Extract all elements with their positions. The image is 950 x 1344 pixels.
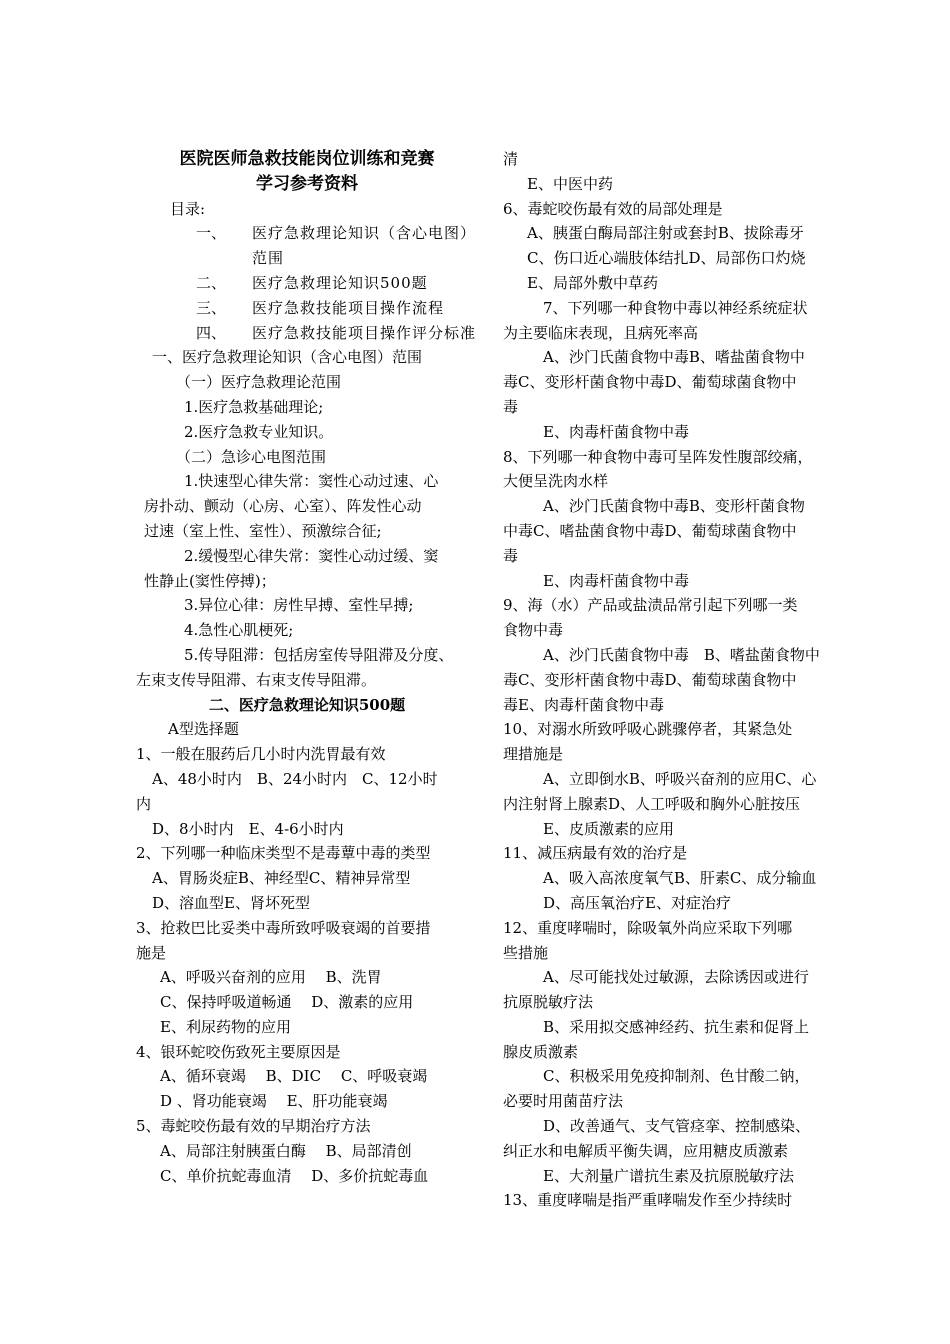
ecg-item-2-line2: 性静止(窦性停搏)； — [144, 571, 276, 590]
question-5: 5、毒蛇咬伤最有效的早期治疗方法 — [136, 1117, 371, 1136]
toc-num: 二、 — [196, 273, 227, 292]
type-a-label: A型选择题 — [168, 720, 239, 739]
question-12-option-b-line1: B、采用拟交感神经药、抗生素和促肾上 — [543, 1017, 810, 1036]
question-13: 13、重度哮喘是指严重哮喘发作至少持续时 — [503, 1191, 793, 1210]
question-10-options-c: E、皮质激素的应用 — [543, 819, 674, 838]
question-9-options-b: 毒C、变形杆菌食物中毒D、葡萄球菌食物中 — [503, 670, 797, 689]
question-1-options-b: D、8小时内 E、4-6小时内 — [152, 819, 344, 838]
question-12-line1: 12、重度哮喘时，除吸氧外尚应采取下列哪 — [503, 918, 793, 937]
question-8-options-d: E、肉毒杆菌食物中毒 — [543, 571, 689, 590]
question-3-options-c: E、利尿药物的应用 — [160, 1017, 291, 1036]
question-6-options-c: E、局部外敷中草药 — [527, 273, 658, 292]
ecg-item-3: 3.异位心律：房性早搏、室性早搏; — [184, 596, 414, 615]
question-6-options-a: A、胰蛋白酶局部注射或套封B、拔除毒牙 — [527, 224, 804, 243]
question-5-options-a: A、局部注射胰蛋白酶 B、局部清创 — [160, 1141, 412, 1160]
section1-heading: 一、医疗急救理论知识（含心电图）范围 — [152, 348, 423, 367]
question-4-options-b: D 、肾功能衰竭 E、肝功能衰竭 — [160, 1092, 388, 1111]
question-12-option-d-line2: 纠正水和电解质平衡失调，应用糖皮质激素 — [503, 1141, 789, 1160]
toc-label: 目录: — [170, 199, 206, 218]
doc-title-line1: 医院医师急救技能岗位训练和竞赛 — [179, 149, 435, 169]
question-7-options-d: E、肉毒杆菌食物中毒 — [543, 422, 689, 441]
question-9-line2: 食物中毒 — [503, 621, 564, 640]
toc-text: 医疗急救技能项目操作评分标准 — [252, 323, 477, 342]
ecg-item-1-line3: 过速（室上性、室性）、预激综合征; — [144, 521, 382, 540]
question-5-options-c: E、中医中药 — [527, 174, 613, 193]
right-column — [503, 147, 843, 1213]
question-12-option-a-line1: A、尽可能找处过敏源，去除诱因或进行 — [543, 968, 809, 987]
question-2-options-a: A、胃肠炎症B、神经型C、精神异常型 — [152, 869, 411, 888]
toc-text: 医疗急救技能项目操作流程 — [252, 298, 445, 317]
question-11: 11、减压病最有效的治疗是 — [503, 844, 688, 863]
question-10-line2: 理措施是 — [503, 745, 564, 764]
question-10-line1: 10、对溺水所致呼吸心跳骤停者，其紧急处 — [503, 720, 793, 739]
question-1: 1、一般在服药后几小时内洗胃最有效 — [136, 745, 386, 764]
question-9-options-c: 毒E、肉毒杆菌食物中毒 — [503, 695, 664, 714]
ecg-item-5-line2: 左束支传导阻滞、右束支传导阻滞。 — [136, 670, 377, 689]
question-7-options-c: 毒 — [503, 397, 519, 416]
question-12-option-b-line2: 腺皮质激素 — [503, 1042, 579, 1061]
question-12-option-e: E、大剂量广谱抗生素及抗原脱敏疗法 — [543, 1166, 794, 1185]
question-1-options-a: A、48小时内 B、24小时内 C、12小时 — [152, 769, 438, 788]
sub1-item-1: 1.医疗急救基础理论; — [184, 397, 324, 416]
question-7-options-b: 毒C、变形杆菌食物中毒D、葡萄球菌食物中 — [503, 373, 797, 392]
question-11-options-b: D、高压氧治疗E、对症治疗 — [543, 893, 731, 912]
question-3-line1: 3、抢救巴比妥类中毒所致呼吸衰竭的首要措 — [136, 918, 431, 937]
question-8-options-a: A、沙门氏菌食物中毒B、变形杆菌食物 — [543, 497, 805, 516]
toc-text: 医疗急救理论知识500题 — [252, 273, 428, 292]
toc-item-1 — [136, 221, 478, 271]
question-8-options-b: 中毒C、嗜盐菌食物中毒D、葡萄球菌食物中 — [503, 521, 797, 540]
question-8-line2: 大便呈洗肉水样 — [503, 472, 609, 491]
question-6-options-b: C、伤口近心端肢体结扎D、局部伤口灼烧 — [527, 249, 806, 268]
toc-num: 三、 — [196, 298, 227, 317]
question-3-options-a: A、呼吸兴奋剂的应用 B、洗胃 — [160, 968, 382, 987]
toc-num: 一、 — [196, 224, 227, 243]
toc-item-2 — [136, 271, 478, 296]
question-7-options-a: A、沙门氏菌食物中毒B、嗜盐菌食物中 — [543, 348, 805, 367]
sub2-heading: （二）急诊心电图范围 — [176, 447, 327, 466]
question-9-options-a: A、沙门氏菌食物中毒 B、嗜盐菌食物中 — [543, 645, 820, 664]
toc-item-4 — [136, 321, 478, 346]
question-8-line1: 8、下列哪一种食物中毒可呈阵发性腹部绞痛， — [503, 447, 813, 466]
question-4-options-a: A、循环衰竭 B、DIC C、呼吸衰竭 — [160, 1067, 428, 1086]
sub1-item-2: 2.医疗急救专业知识。 — [184, 422, 334, 441]
toc-item-3 — [136, 296, 478, 321]
question-3-options-b: C、保持呼吸道畅通 D、激素的应用 — [160, 993, 414, 1012]
question-11-options-a: A、吸入高浓度氧气B、肝素C、成分输血 — [543, 869, 817, 888]
left-column — [136, 147, 478, 1188]
question-9-line1: 9、海（水）产品或盐渍品常引起下列哪一类 — [503, 596, 798, 615]
question-5-options-b-wrap: 清 — [503, 150, 519, 168]
ecg-item-2-line1: 2.缓慢型心律失常：窦性心动过缓、窦 — [184, 546, 439, 565]
question-2-options-b: D、溶血型E、肾坏死型 — [152, 893, 310, 912]
section2-heading: 二、医疗急救理论知识500题 — [208, 695, 406, 714]
question-12-option-c-line2: 必要时用菌苗疗法 — [503, 1092, 624, 1111]
question-3-line2: 施是 — [136, 943, 167, 962]
question-7-line1: 7、下列哪一种食物中毒以神经系统症状 — [543, 298, 808, 317]
question-12-option-d-line1: D、改善通气、支气管痉挛、控制感染、 — [543, 1117, 811, 1136]
question-10-options-a: A、立即倒水B、呼吸兴奋剂的应用C、心 — [543, 769, 817, 788]
ecg-item-4: 4.急性心肌梗死; — [184, 621, 294, 640]
toc-text: 医疗急救理论知识（含心电图）范围 — [252, 224, 477, 268]
ecg-item-1-line1: 1.快速型心律失常：窦性心动过速、心 — [184, 472, 439, 491]
question-12-option-c-line1: C、积极采用免疫抑制剂、色甘酸二钠， — [543, 1067, 810, 1086]
doc-title-line2: 学习参考资料 — [256, 173, 358, 194]
ecg-item-1-line2: 房扑动、颤动（心房、心室）、阵发性心动 — [144, 497, 422, 516]
question-2: 2、下列哪一种临床类型不是毒蕈中毒的类型 — [136, 844, 431, 863]
question-12-option-a-line2: 抗原脱敏疗法 — [503, 993, 594, 1012]
question-6: 6、毒蛇咬伤最有效的局部处理是 — [503, 199, 723, 218]
question-1-options-a-wrap: 内 — [136, 794, 152, 813]
toc-num: 四、 — [196, 323, 227, 342]
question-7-line2: 为主要临床表现，且病死率高 — [503, 323, 699, 342]
sub1-heading: （一）医疗急救理论范围 — [176, 373, 342, 392]
question-5-options-b: C、单价抗蛇毒血清 D、多价抗蛇毒血 — [160, 1166, 429, 1185]
question-12-line2: 些措施 — [503, 943, 549, 962]
question-4: 4、银环蛇咬伤致死主要原因是 — [136, 1042, 341, 1061]
question-8-options-c: 毒 — [503, 546, 519, 565]
ecg-item-5-line1: 5.传导阻滞：包括房室传导阻滞及分度、 — [184, 645, 454, 664]
question-10-options-b: 内注射肾上腺素D、人工呼吸和胸外心脏按压 — [503, 794, 801, 813]
